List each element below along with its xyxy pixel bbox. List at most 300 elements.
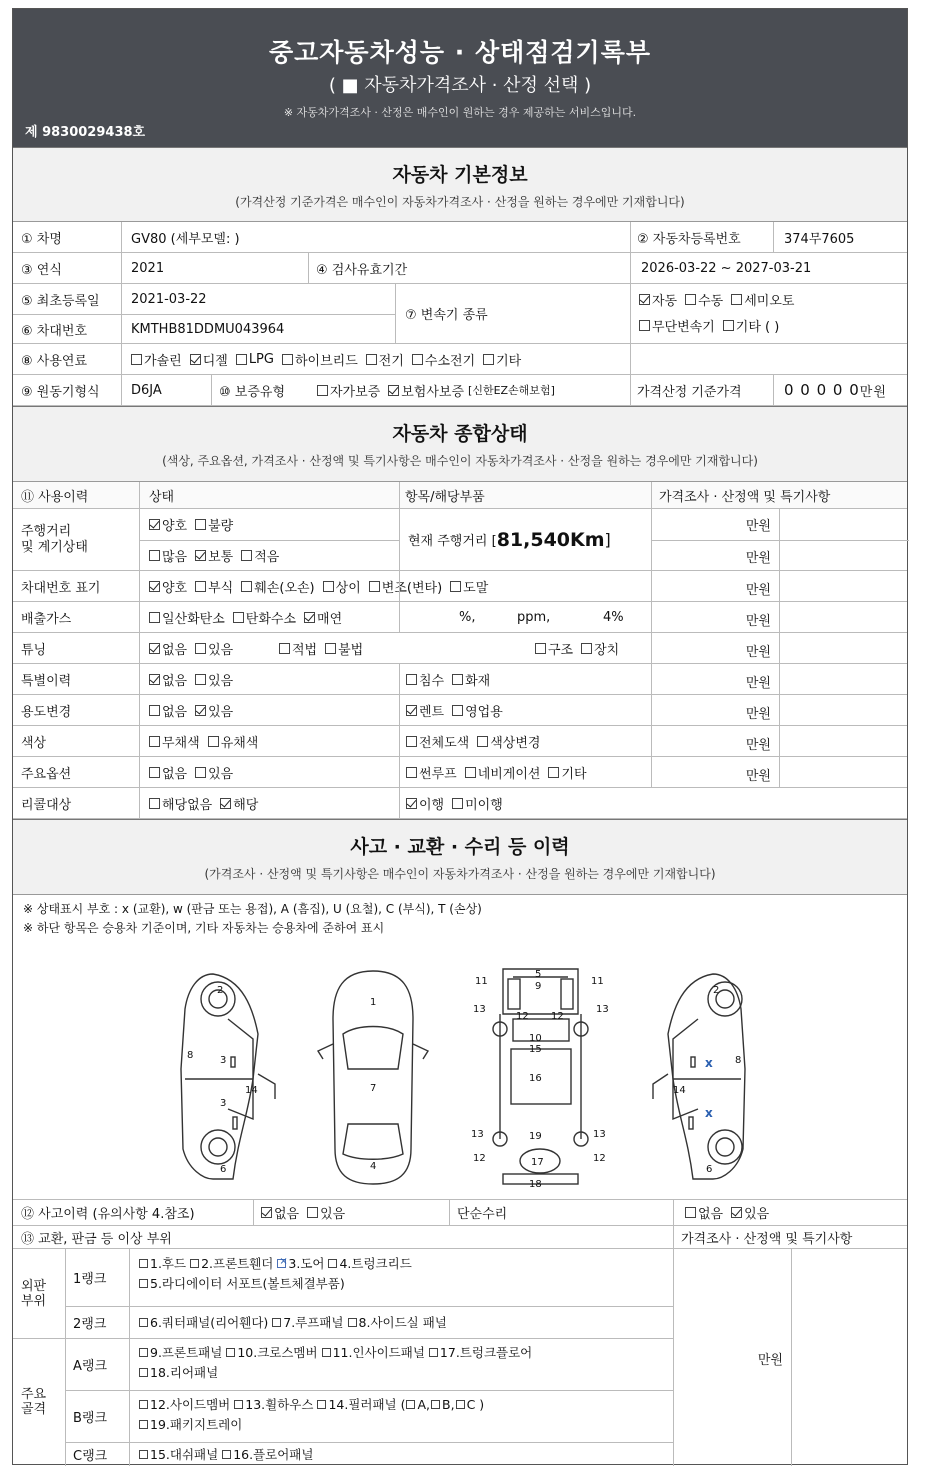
rank2-parts bbox=[135, 1306, 447, 1338]
checkbox[interactable] bbox=[220, 798, 231, 809]
option-label: 9.프론트패널 bbox=[150, 1345, 223, 1360]
checkbox[interactable] bbox=[388, 385, 399, 396]
rankA-label: A랭크 bbox=[73, 1358, 108, 1374]
checkbox[interactable] bbox=[234, 1400, 243, 1409]
checkbox[interactable] bbox=[731, 1207, 742, 1218]
usage-options bbox=[141, 695, 233, 725]
svg-text:11: 11 bbox=[475, 976, 488, 987]
checkbox[interactable] bbox=[369, 581, 380, 592]
checkbox[interactable] bbox=[226, 1348, 235, 1357]
special-label: 특별이력 bbox=[21, 673, 72, 689]
document-subtitle: ( ■ 자동차가격조사 · 산정 선택 ) bbox=[328, 75, 592, 96]
engine-value: D6JA bbox=[131, 382, 162, 398]
checkbox[interactable] bbox=[277, 1259, 286, 1268]
row-parts-header bbox=[13, 1226, 907, 1249]
emission-label: 배출가스 bbox=[21, 611, 72, 627]
option-label: 있음 bbox=[208, 673, 234, 689]
svg-text:14: 14 bbox=[673, 1085, 686, 1096]
usage-label: 용도변경 bbox=[21, 704, 72, 720]
tuning-type-options bbox=[527, 633, 619, 663]
option-label: 적음 bbox=[254, 550, 280, 565]
checkbox[interactable] bbox=[241, 581, 252, 592]
checkbox[interactable] bbox=[149, 581, 160, 592]
tuning-legal-options bbox=[271, 633, 363, 663]
special-items bbox=[398, 664, 490, 694]
checkbox[interactable] bbox=[325, 643, 336, 654]
checkbox[interactable] bbox=[131, 354, 142, 365]
option-label: 주요옵션 bbox=[21, 766, 72, 782]
svg-text:6: 6 bbox=[706, 1164, 713, 1175]
checkbox[interactable] bbox=[452, 674, 463, 685]
row-accident-history bbox=[13, 1199, 907, 1226]
checkbox[interactable] bbox=[190, 354, 201, 365]
unit-label: 만원 bbox=[745, 645, 771, 660]
option-label: 있음 bbox=[208, 766, 234, 782]
usage-items bbox=[398, 695, 503, 725]
checkbox[interactable] bbox=[348, 1318, 357, 1327]
option-label: 부식 bbox=[208, 580, 234, 596]
svg-text:16: 16 bbox=[529, 1073, 542, 1084]
rank1-parts bbox=[135, 1253, 412, 1273]
rankA-parts bbox=[135, 1342, 532, 1362]
first-reg-label: ⑤ 최초등록일 bbox=[21, 293, 100, 309]
checkbox[interactable] bbox=[731, 294, 742, 305]
mileage-value: 81,540Km bbox=[496, 528, 605, 551]
section-title: 사고 · 교환 · 수리 등 이력 bbox=[350, 836, 570, 858]
svg-text:18: 18 bbox=[529, 1179, 542, 1190]
option-label: 16.플로어패널 bbox=[233, 1447, 314, 1462]
outer-panel-label: 외판 부위 bbox=[21, 1278, 47, 1309]
vin-value: KMTHB81DDMU043964 bbox=[131, 321, 285, 337]
unit-label: 만원 bbox=[745, 738, 771, 753]
option-label: 변조(변타) bbox=[381, 580, 443, 596]
checkbox[interactable] bbox=[406, 736, 417, 747]
emission-value: 4% bbox=[603, 609, 624, 625]
checkbox[interactable] bbox=[195, 674, 206, 685]
checkbox[interactable] bbox=[323, 581, 334, 592]
insurer-name: [신한EZ손해보험] bbox=[468, 384, 555, 397]
svg-text:2: 2 bbox=[217, 985, 224, 996]
color-items bbox=[398, 726, 540, 756]
engine-label: ⑨ 원동기형식 bbox=[21, 384, 100, 400]
option-label: 해당 bbox=[233, 797, 259, 813]
main-options bbox=[141, 757, 233, 787]
diagram-note: ※ 하단 항목은 승용차 기준이며, 기타 자동차는 승용차에 준하여 표시 bbox=[23, 921, 385, 935]
part-label: 5.라디에이터 서포트(볼트체결부품) bbox=[150, 1276, 345, 1291]
checkbox[interactable] bbox=[236, 354, 247, 365]
part-label: 3.도어 bbox=[288, 1256, 325, 1271]
checkbox[interactable] bbox=[406, 674, 417, 685]
option-label: 탄화수소 bbox=[245, 611, 297, 627]
emission-unit-ppm: ppm, bbox=[517, 609, 551, 625]
svg-text:10: 10 bbox=[529, 1033, 542, 1044]
option-label: 불량 bbox=[208, 519, 234, 534]
checkbox[interactable] bbox=[452, 798, 463, 809]
checkbox[interactable] bbox=[149, 643, 160, 654]
option-label: 매연 bbox=[317, 611, 343, 627]
checkbox[interactable] bbox=[139, 1420, 148, 1429]
checkbox[interactable] bbox=[139, 1368, 148, 1377]
checkbox[interactable] bbox=[322, 1348, 331, 1357]
rankB-parts-line2 bbox=[135, 1414, 242, 1434]
option-label: 상이 bbox=[335, 580, 361, 596]
option-label: 디젤 bbox=[202, 353, 228, 369]
checkbox[interactable] bbox=[195, 550, 206, 561]
checkbox[interactable] bbox=[195, 705, 206, 716]
option-label: 있음 bbox=[208, 704, 234, 720]
option-label: 수동 bbox=[698, 293, 724, 309]
trans-options-row2 bbox=[631, 310, 779, 340]
option-label: 많음 bbox=[162, 550, 188, 565]
warranty-label: ⑩ 보증유형 bbox=[219, 384, 286, 400]
option-label: 도말 bbox=[463, 580, 489, 596]
option-label: 적법 bbox=[292, 642, 318, 658]
mileage-text: 현재 주행거리 [ bbox=[408, 534, 497, 549]
option-label: 무채색 bbox=[162, 735, 200, 751]
document-number: 제 9830029438호 bbox=[25, 125, 146, 140]
checkbox[interactable] bbox=[149, 612, 160, 623]
row-main-options bbox=[13, 757, 907, 788]
option-label: 없음 bbox=[274, 1207, 300, 1222]
svg-text:19: 19 bbox=[529, 1131, 542, 1142]
checkbox[interactable] bbox=[149, 798, 160, 809]
svg-text:13: 13 bbox=[593, 1129, 606, 1140]
option-label: 해당없음 bbox=[162, 797, 213, 813]
option-label: 미이행 bbox=[465, 797, 503, 813]
rank1-label: 1랭크 bbox=[73, 1272, 107, 1287]
option-label: 있음 bbox=[208, 642, 234, 658]
option-label: 없음 bbox=[162, 673, 188, 689]
rankC-label: C랭크 bbox=[73, 1448, 108, 1464]
checkbox[interactable] bbox=[723, 320, 734, 331]
svg-text:1: 1 bbox=[370, 997, 377, 1008]
checkbox[interactable] bbox=[149, 674, 160, 685]
mileage-status-options bbox=[141, 509, 233, 540]
option-label: 양호 bbox=[162, 580, 188, 596]
option-label: 양호 bbox=[162, 519, 188, 534]
svg-text:12: 12 bbox=[473, 1153, 486, 1164]
mileage-label: 주행거리 및 계기상태 bbox=[21, 523, 88, 555]
option-label: 없음 bbox=[698, 1207, 724, 1222]
svg-text:11: 11 bbox=[591, 976, 604, 987]
rank1-parts-line2 bbox=[135, 1273, 345, 1293]
document-title: 중고자동차성능 · 상태점검기록부 bbox=[268, 38, 651, 67]
emission-options bbox=[141, 602, 342, 632]
option-label: 있음 bbox=[320, 1207, 346, 1222]
section-note: (가격산정 기준가격은 매수인이 자동차가격조사 · 산정을 원하는 경우에만 기재합니다) bbox=[235, 195, 685, 209]
option-label: 11.인사이드패널 bbox=[332, 1345, 425, 1360]
part-label: 18.리어패널 bbox=[150, 1365, 219, 1380]
checkbox[interactable] bbox=[149, 736, 160, 747]
mileage-bracket: ] bbox=[604, 530, 611, 549]
car-frame-view bbox=[471, 969, 609, 1190]
checkbox[interactable] bbox=[317, 1400, 326, 1409]
checkbox[interactable] bbox=[685, 294, 696, 305]
checkbox[interactable] bbox=[366, 354, 377, 365]
rankB-label: B랭크 bbox=[73, 1410, 108, 1426]
checkbox[interactable] bbox=[535, 643, 546, 654]
option-label: 훼손(오손) bbox=[254, 580, 315, 596]
option-label: 14.필러패널 ( bbox=[328, 1397, 406, 1412]
frame-label: 주요 골격 bbox=[21, 1387, 47, 1417]
pillar-label: A, bbox=[417, 1396, 431, 1412]
history-label: ⑫ 사고이력 (유의사항 4.참조) bbox=[21, 1207, 195, 1222]
price-label: 가격산정 기준가격 bbox=[637, 384, 742, 400]
svg-text:7: 7 bbox=[370, 1083, 377, 1094]
color-options bbox=[141, 726, 258, 756]
col-usage-history: ⑪ 사용이력 bbox=[21, 489, 89, 505]
checkbox[interactable] bbox=[456, 1400, 465, 1409]
checkbox[interactable] bbox=[149, 550, 160, 561]
option-label: 네비게이션 bbox=[477, 766, 541, 782]
row-year bbox=[13, 253, 907, 284]
section-basic-info bbox=[13, 147, 907, 222]
price-unit: 만원 bbox=[859, 384, 887, 400]
part-label: 19.패키지트레이 bbox=[150, 1417, 243, 1432]
option-label: LPG bbox=[248, 351, 274, 367]
checkbox[interactable] bbox=[304, 612, 315, 623]
price-digits: 0 0 0 0 0 bbox=[784, 381, 860, 399]
checkbox[interactable] bbox=[233, 612, 244, 623]
svg-text:12: 12 bbox=[516, 1011, 529, 1022]
tuning-options bbox=[141, 633, 233, 663]
checkbox[interactable] bbox=[139, 1279, 148, 1288]
mileage-reading bbox=[408, 509, 611, 570]
reg-no-value: 374무7605 bbox=[784, 231, 855, 247]
svg-text:3: 3 bbox=[220, 1055, 227, 1066]
option-label: 13.휠하우스 bbox=[245, 1397, 314, 1412]
mileage-level-options bbox=[141, 540, 279, 571]
svg-text:6: 6 bbox=[220, 1164, 227, 1175]
checkbox[interactable] bbox=[639, 320, 650, 331]
checkbox[interactable] bbox=[241, 550, 252, 561]
checkbox[interactable] bbox=[450, 581, 461, 592]
checkbox[interactable] bbox=[412, 354, 423, 365]
checkbox[interactable] bbox=[317, 385, 328, 396]
checkbox[interactable] bbox=[477, 736, 488, 747]
svg-text:2: 2 bbox=[713, 985, 720, 996]
option-label: 10.크로스멤버 bbox=[237, 1345, 318, 1360]
section-note: (가격조사 · 산정액 및 특기사항은 매수인이 자동차가격조사 · 산정을 원하는 경우에만 기재합니다) bbox=[204, 867, 716, 881]
unit-label: 만원 bbox=[745, 614, 771, 629]
row-vin-mark bbox=[13, 571, 907, 602]
exchange-mark-icon: x bbox=[705, 1056, 713, 1070]
option-label: 12.사이드멤버 bbox=[150, 1397, 231, 1412]
svg-text:9: 9 bbox=[535, 981, 542, 992]
checkbox[interactable] bbox=[452, 705, 463, 716]
checkbox[interactable] bbox=[406, 798, 417, 809]
price-header: 가격조사 · 산정액 및 특기사항 bbox=[681, 1231, 853, 1247]
car-right-side-view bbox=[653, 974, 745, 1179]
checkbox[interactable] bbox=[139, 1259, 148, 1268]
checkbox[interactable] bbox=[406, 767, 417, 778]
option-label: 전기 bbox=[378, 353, 404, 369]
checkbox[interactable] bbox=[139, 1348, 148, 1357]
checkbox[interactable] bbox=[149, 767, 160, 778]
svg-text:8: 8 bbox=[735, 1055, 742, 1066]
status-symbol-legend: ※ 상태표시 부호 : x (교환), w (판금 또는 용접), A (흠집), U (요철), C (부식), T (손상) bbox=[23, 902, 482, 916]
svg-text:8: 8 bbox=[187, 1050, 194, 1061]
checkbox[interactable] bbox=[195, 519, 206, 530]
checkbox[interactable] bbox=[195, 643, 206, 654]
option-label: 전체도색 bbox=[419, 735, 470, 751]
checkbox[interactable] bbox=[261, 1207, 272, 1218]
unit-label: 만원 bbox=[745, 676, 771, 691]
option-label: 유채색 bbox=[220, 735, 259, 751]
rank2-label: 2랭크 bbox=[73, 1316, 107, 1332]
fuel-label: ⑧ 사용연료 bbox=[21, 353, 88, 369]
option-label: 6.쿼터패널(리어휀다) bbox=[150, 1315, 269, 1330]
inspect-value: 2026-03-22 ~ 2027-03-21 bbox=[641, 260, 812, 276]
recall-label: 리콜대상 bbox=[21, 797, 72, 813]
checkbox[interactable] bbox=[208, 736, 219, 747]
checkbox[interactable] bbox=[139, 1450, 148, 1459]
inspect-label: ④ 검사유효기간 bbox=[316, 262, 408, 278]
option-label: 썬루프 bbox=[419, 766, 457, 782]
checkbox[interactable] bbox=[139, 1400, 148, 1409]
option-label: 없음 bbox=[162, 766, 188, 782]
main-option-items bbox=[398, 757, 587, 787]
price-value bbox=[784, 375, 887, 405]
option-label: 있음 bbox=[744, 1207, 770, 1222]
option-label: 기타 bbox=[561, 766, 587, 782]
option-label: 자동 bbox=[652, 293, 678, 309]
checkbox[interactable] bbox=[139, 1318, 148, 1327]
option-label: 일산화탄소 bbox=[162, 611, 225, 627]
option-label: 화재 bbox=[465, 673, 491, 689]
simple-repair-options bbox=[677, 1200, 769, 1225]
inspection-record bbox=[12, 8, 908, 1465]
checkbox[interactable] bbox=[406, 1400, 415, 1409]
color-label: 색상 bbox=[21, 735, 47, 751]
header bbox=[13, 9, 907, 147]
option-label: 무단변속기 bbox=[652, 319, 715, 335]
fuel-options bbox=[123, 344, 521, 374]
row-color bbox=[13, 726, 907, 757]
checkbox[interactable] bbox=[195, 767, 206, 778]
car-left-side-view bbox=[181, 974, 275, 1179]
checkbox[interactable] bbox=[190, 1259, 199, 1268]
trans-label: ⑦ 변속기 종류 bbox=[405, 308, 488, 323]
option-label: 불법 bbox=[338, 642, 364, 658]
svg-text:13: 13 bbox=[596, 1004, 609, 1015]
car-damage-diagram bbox=[13, 939, 909, 1199]
option-label: 장치 bbox=[594, 642, 620, 658]
rankB-parts bbox=[135, 1394, 484, 1414]
option-label: 하이브리드 bbox=[294, 353, 358, 369]
row-emission bbox=[13, 602, 907, 633]
svg-text:12: 12 bbox=[551, 1011, 564, 1022]
checkbox[interactable] bbox=[149, 519, 160, 530]
checkbox[interactable] bbox=[548, 767, 559, 778]
option-label: 수소전기 bbox=[424, 353, 476, 369]
row-mileage bbox=[13, 509, 907, 571]
parts-label: ⑬ 교환, 판금 등 이상 부위 bbox=[21, 1231, 172, 1247]
col-price: 가격조사 · 산정액 및 특기사항 bbox=[659, 489, 831, 505]
checkbox[interactable] bbox=[328, 1259, 337, 1268]
option-label: 영업용 bbox=[465, 704, 503, 720]
section-note: (색상, 주요옵션, 가격조사 · 산정액 및 특기사항은 매수인이 자동차가격조사 · 산정을 원하는 경우에만 기재합니다) bbox=[162, 454, 758, 468]
row-tuning bbox=[13, 633, 907, 664]
row-fuel bbox=[13, 344, 907, 375]
special-options bbox=[141, 664, 233, 694]
part-label: 2.프론트휀더 bbox=[201, 1256, 274, 1271]
checkbox[interactable] bbox=[279, 643, 290, 654]
recall-items bbox=[398, 788, 503, 818]
option-label: 이행 bbox=[419, 797, 445, 813]
option-label: 렌트 bbox=[419, 704, 445, 720]
reg-no-label: ② 자동차등록번호 bbox=[637, 231, 741, 247]
option-label: 가솔린 bbox=[144, 353, 182, 369]
option-label: 기타 bbox=[496, 353, 522, 369]
col-status: 상태 bbox=[149, 489, 175, 505]
section-title: 자동차 기본정보 bbox=[392, 164, 528, 186]
option-label: 보통 bbox=[208, 550, 234, 565]
checkbox[interactable] bbox=[149, 705, 160, 716]
simple-repair-label: 단순수리 bbox=[457, 1207, 508, 1222]
option-label: 7.루프패널 bbox=[283, 1315, 344, 1330]
rankC-parts bbox=[135, 1442, 313, 1466]
svg-text:3: 3 bbox=[220, 1098, 227, 1109]
pillar-label: B, bbox=[442, 1396, 455, 1412]
checkbox[interactable] bbox=[222, 1450, 231, 1459]
svg-text:17: 17 bbox=[531, 1157, 544, 1168]
checkbox[interactable] bbox=[465, 767, 476, 778]
row-first-reg-vin bbox=[13, 284, 907, 344]
row-special-history bbox=[13, 664, 907, 695]
year-label: ③ 연식 bbox=[21, 262, 62, 278]
section-accident-history bbox=[13, 819, 907, 895]
option-label: 없음 bbox=[162, 704, 188, 720]
checkbox[interactable] bbox=[307, 1207, 318, 1218]
checkbox[interactable] bbox=[685, 1207, 696, 1218]
part-label: 1.후드 bbox=[150, 1256, 187, 1271]
checkbox[interactable] bbox=[639, 294, 650, 305]
recall-options bbox=[141, 788, 258, 818]
option-label: 침수 bbox=[419, 673, 445, 689]
option-label: 보험사보증 bbox=[401, 384, 465, 400]
checkbox[interactable] bbox=[282, 354, 293, 365]
section-title: 자동차 종합상태 bbox=[392, 423, 528, 445]
svg-text:5: 5 bbox=[535, 969, 542, 980]
col-item: 항목/해당부품 bbox=[405, 489, 485, 505]
warranty-options bbox=[309, 375, 555, 405]
unit-label: 만원 bbox=[745, 519, 771, 534]
option-label: 구조 bbox=[548, 642, 574, 658]
emission-unit-percent: %, bbox=[459, 609, 476, 625]
checkbox[interactable] bbox=[195, 581, 206, 592]
unit-label: 만원 bbox=[745, 583, 771, 598]
vin-label: ⑥ 차대번호 bbox=[21, 323, 88, 339]
unit-label: 만원 bbox=[757, 1353, 783, 1368]
checkbox[interactable] bbox=[406, 705, 417, 716]
vin-mark-options bbox=[141, 571, 488, 601]
svg-text:13: 13 bbox=[471, 1129, 484, 1140]
checkbox[interactable] bbox=[429, 1348, 438, 1357]
option-label: 8.사이드실 패널 bbox=[358, 1315, 447, 1330]
checkbox[interactable] bbox=[483, 354, 494, 365]
svg-text:13: 13 bbox=[473, 1004, 486, 1015]
rankA-parts-line2 bbox=[135, 1362, 218, 1382]
year-value: 2021 bbox=[131, 260, 165, 276]
checkbox[interactable] bbox=[581, 643, 592, 654]
unit-label: 만원 bbox=[745, 551, 771, 566]
checkbox[interactable] bbox=[272, 1318, 281, 1327]
tuning-label: 튜닝 bbox=[21, 642, 47, 658]
car-name-value: GV80 (세부모델: ) bbox=[131, 231, 240, 247]
svg-text:15: 15 bbox=[529, 1044, 542, 1055]
checkbox[interactable] bbox=[431, 1400, 440, 1409]
